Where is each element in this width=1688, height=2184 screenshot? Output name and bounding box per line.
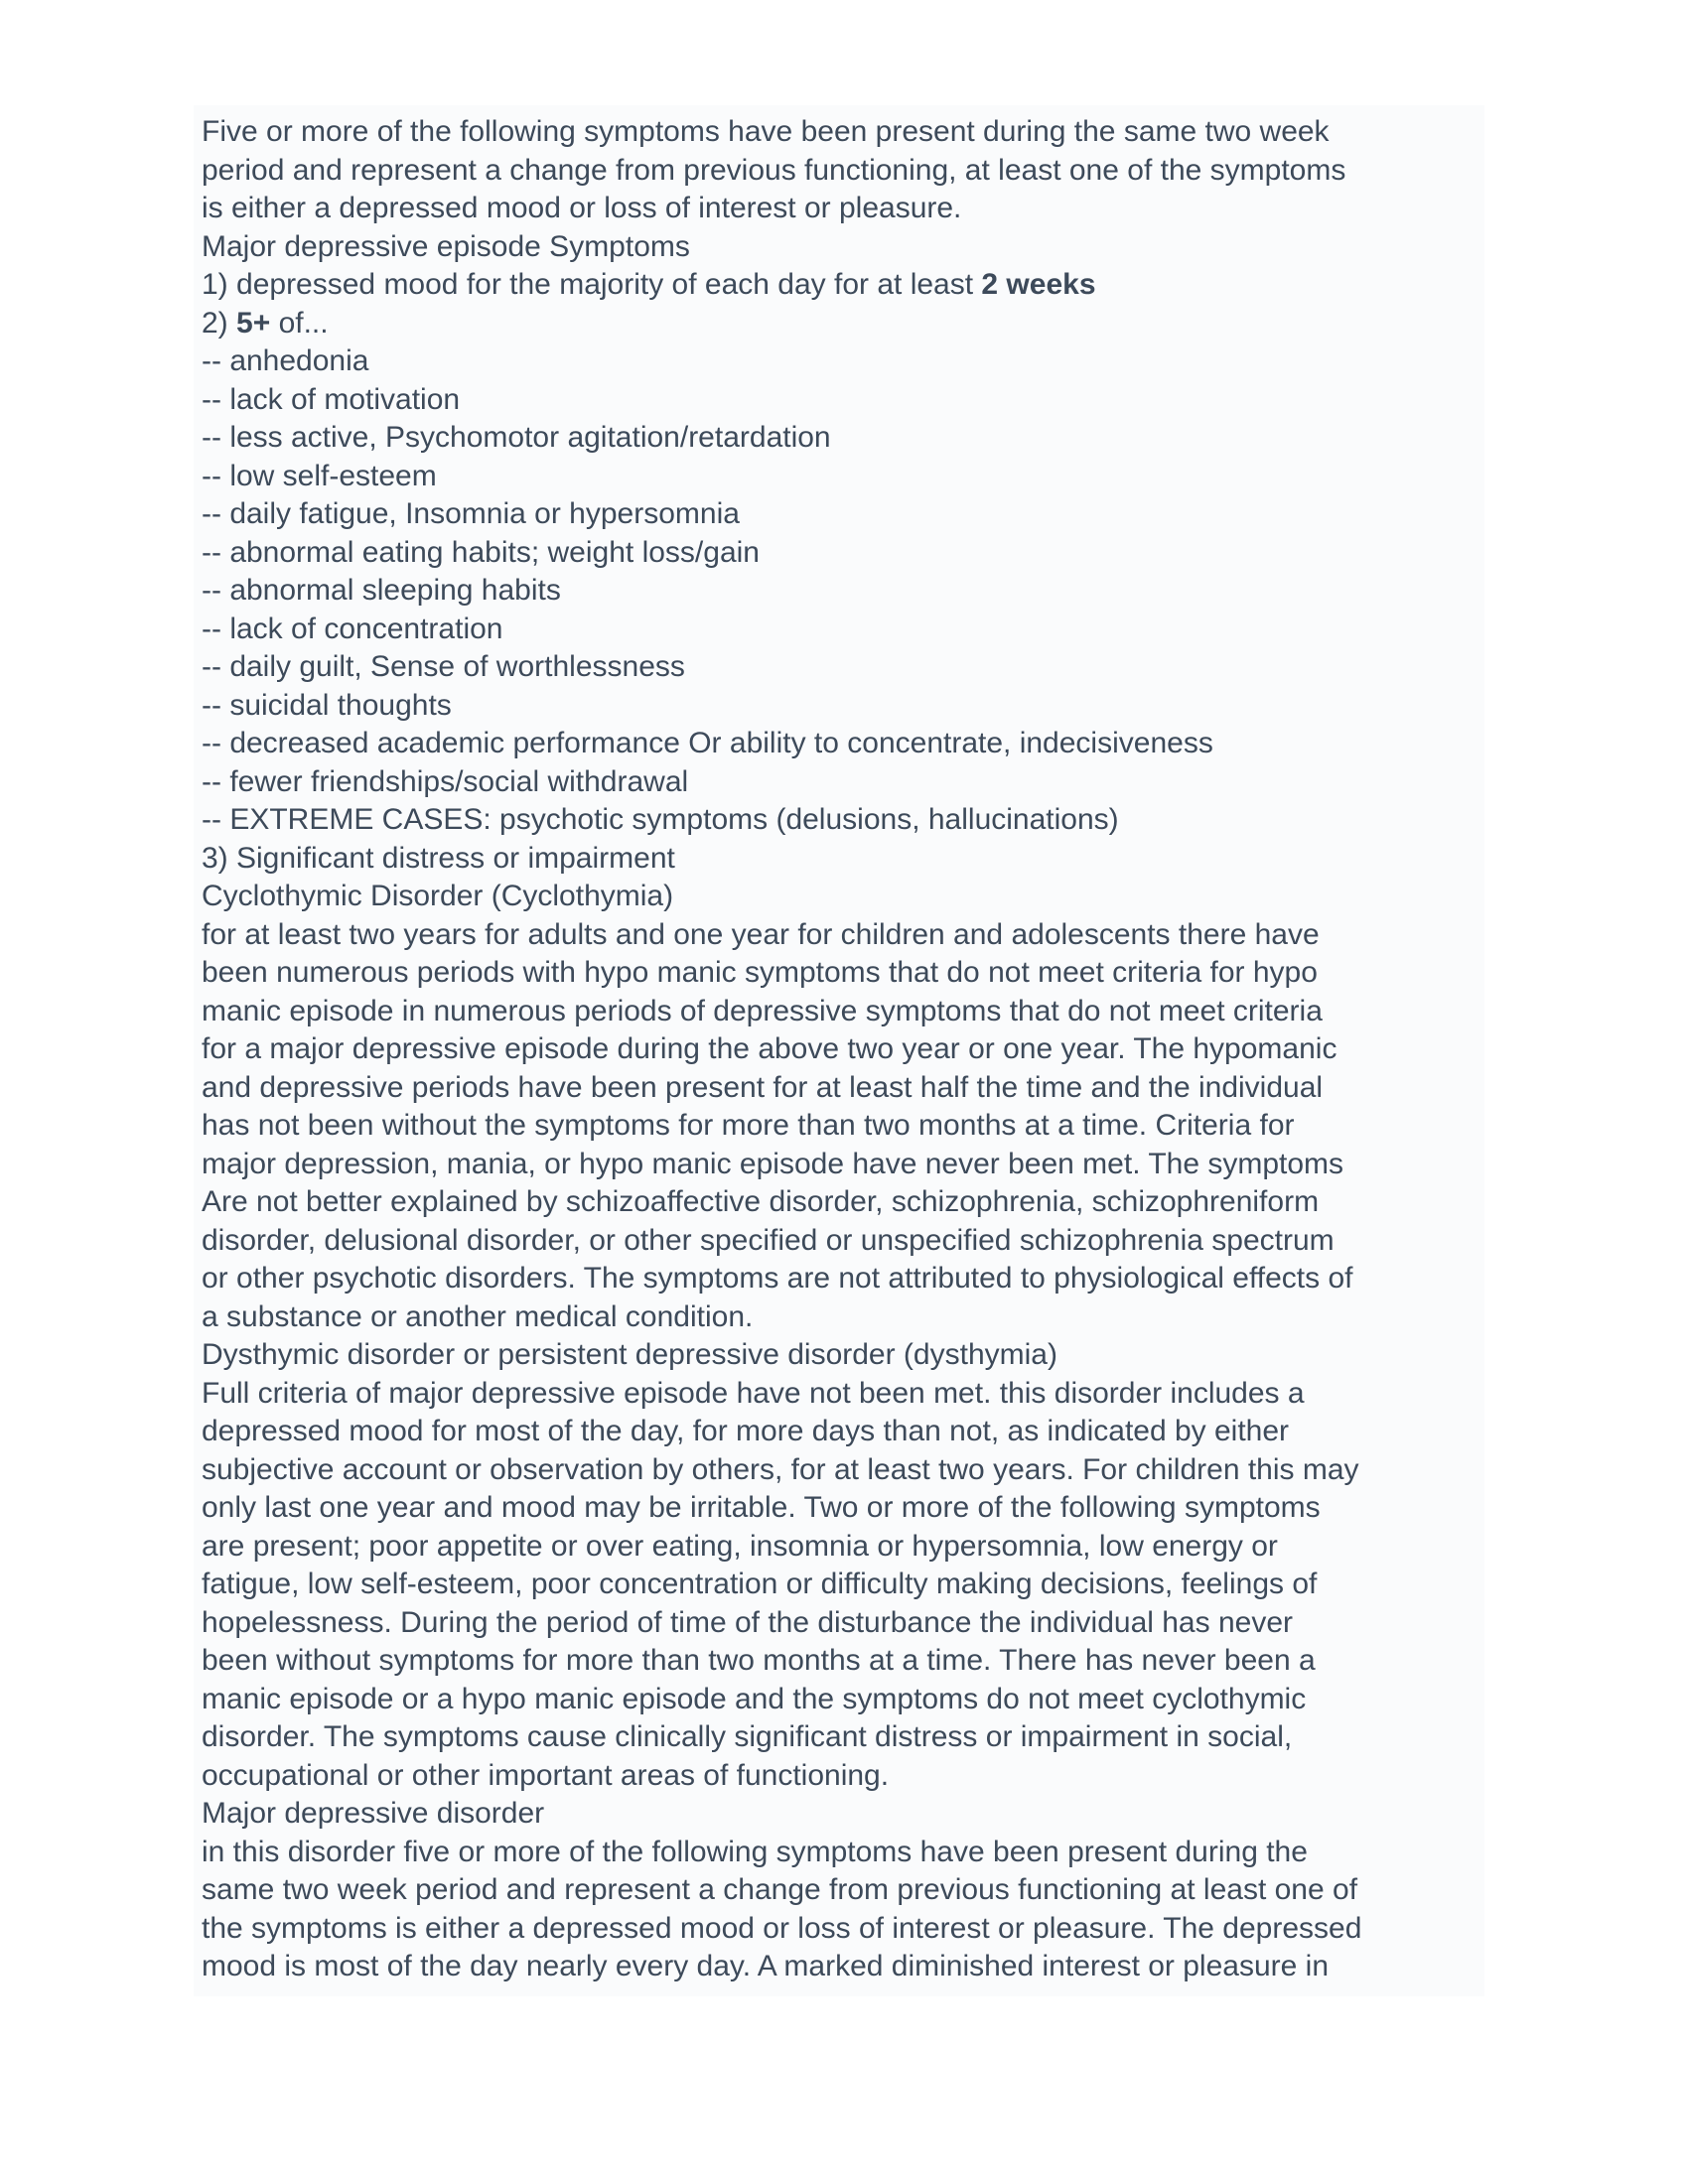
text-line: Are not better explained by schizoaffective disorder, schizophrenia, schizophreniform [202, 1185, 1320, 1218]
text-line: Major depressive disorder [202, 1797, 545, 1830]
text-line: a substance or another medical condition. [202, 1299, 754, 1333]
text-segment: 1) depressed mood for the majority of each day for at least [202, 268, 982, 301]
text-line: -- decreased academic performance Or ability to concentrate, indecisiveness [202, 727, 1213, 759]
text-line: period and represent a change from previous functioning, at least one of the symptoms [202, 153, 1346, 187]
text-line: been numerous periods with hypo manic symptoms that do not meet criteria for hypo [202, 956, 1318, 989]
text-line: are present; poor appetite or over eating, insomnia or hypersomnia, low energy or [202, 1529, 1278, 1563]
text-line: -- suicidal thoughts [202, 688, 452, 722]
text-line: -- abnormal sleeping habits [202, 574, 561, 607]
text-line: -- fewer friendships/social withdrawal [202, 764, 689, 798]
text-line: has not been without the symptoms for more than two months at a time. Criteria for [202, 1109, 1295, 1142]
text-line: -- daily fatigue, Insomnia or hypersomnia [202, 497, 740, 530]
text-line: -- lack of motivation [202, 382, 461, 416]
text-line: subjective account or observation by others, for at least two years. For children this may [202, 1452, 1359, 1486]
text-line: or other psychotic disorders. The symptoms are not attributed to physiological effects of [202, 1262, 1353, 1295]
text-line: for at least two years for adults and one year for children and adolescents there have [202, 917, 1320, 951]
text-line: Dysthymic disorder or persistent depressive disorder (dysthymia) [202, 1338, 1057, 1371]
text-line: Cyclothymic Disorder (Cyclothymia) [202, 880, 674, 912]
text-line: -- daily guilt, Sense of worthlessness [202, 650, 685, 683]
text-line: major depression, mania, or hypo manic episode have never been met. The symptoms [202, 1147, 1344, 1180]
text-line: depressed mood for most of the day, for more days than not, as indicated by either [202, 1415, 1290, 1447]
text-segment-bold: 5+ [236, 306, 271, 340]
text-line: -- anhedonia [202, 344, 369, 377]
text-segment: of... [270, 306, 329, 340]
text-line: 3) Significant distress or impairment [202, 841, 675, 875]
document-text-block [194, 105, 1484, 1996]
text-line: fatigue, low self-esteem, poor concentration or difficulty making decisions, feelings of [202, 1568, 1318, 1600]
text-line: same two week period and represent a change from previous functioning at least one of [202, 1873, 1358, 1906]
text-line [202, 305, 1478, 343]
text-line: disorder, delusional disorder, or other specified or unspecified schizophrenia spectrum [202, 1223, 1335, 1257]
text-line: is either a depressed mood or loss of interest or pleasure. [202, 192, 962, 224]
text-line: been without symptoms for more than two months at a time. There has never been a [202, 1644, 1316, 1677]
text-segment: 2) [202, 306, 237, 340]
text-line: disorder. The symptoms cause clinically significant distress or impairment in social, [202, 1720, 1293, 1753]
text-line: mood is most of the day nearly every day. A marked diminished interest or pleasure in [202, 1950, 1330, 1982]
text-line: manic episode in numerous periods of depressive symptoms that do not meet criteria [202, 994, 1323, 1027]
text-segment-bold: 2 weeks [981, 268, 1096, 301]
text-line: for a major depressive episode during the above two year or one year. The hypomanic [202, 1032, 1337, 1065]
text-line: -- lack of concentration [202, 612, 503, 645]
text-line: in this disorder five or more of the following symptoms have been present during the [202, 1835, 1308, 1868]
text-line: occupational or other important areas of functioning. [202, 1758, 890, 1792]
text-line: hopelessness. During the period of time of the disturbance the individual has never [202, 1605, 1293, 1639]
text-line: the symptoms is either a depressed mood or loss of interest or pleasure. The depressed [202, 1911, 1362, 1945]
text-line: and depressive periods have been present for at least half the time and the individual [202, 1070, 1324, 1104]
text-line: Five or more of the following symptoms have been present during the same two week [202, 115, 1330, 148]
text-line: manic episode or a hypo manic episode and the symptoms do not meet cyclothymic [202, 1682, 1307, 1715]
text-line [202, 266, 1478, 305]
text-line: -- abnormal eating habits; weight loss/gain [202, 535, 760, 569]
text-line: Major depressive episode Symptoms [202, 229, 690, 263]
text-line: -- low self-esteem [202, 459, 437, 492]
text-line: Full criteria of major depressive episode have not been met. this disorder includes a [202, 1376, 1305, 1410]
text-line: -- less active, Psychomotor agitation/retardation [202, 421, 831, 454]
text-line: -- EXTREME CASES: psychotic symptoms (delusions, hallucinations) [202, 803, 1119, 836]
text-line: only last one year and mood may be irritable. Two or more of the following symptoms [202, 1491, 1321, 1524]
